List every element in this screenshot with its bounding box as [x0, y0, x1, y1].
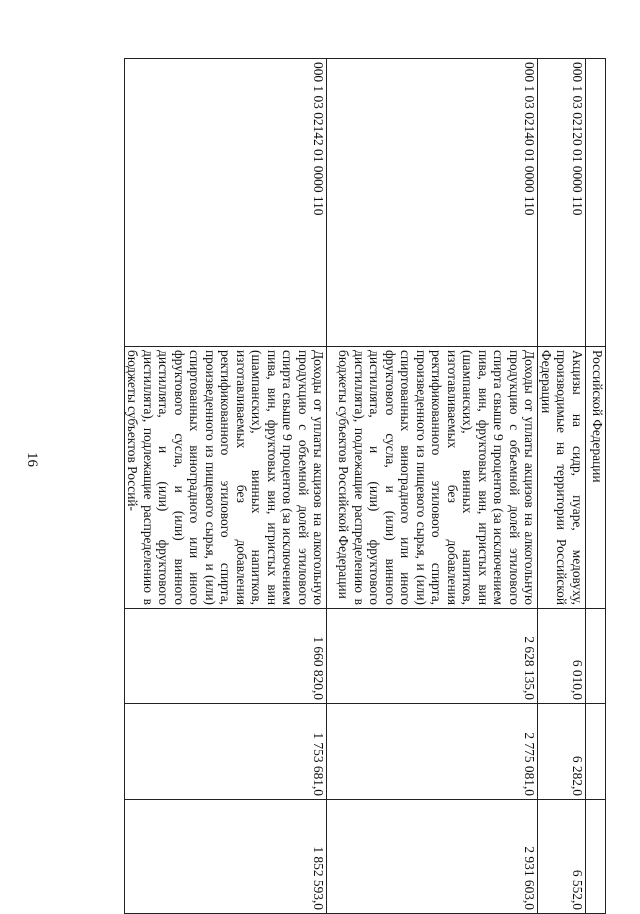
- kbk-code-cell: 000 1 03 02120 01 0000 110: [538, 59, 586, 347]
- amount-year2-cell: [586, 704, 606, 800]
- amount-year2-cell: 6 282,0: [538, 704, 586, 800]
- revenue-name-cell: Доходы от уплаты акцизов на алкогольную продукцию с объемной долей этилового спирта свыше 9 процентов (за исключением пива, вин, фруктовых вин, игристых вин (шампанских), винных напитков, изготавливаемых без добавления ректификованного этилового спирта, произведенного из пищевого сырья, и (или) спиртованных виноградного или иного фруктового сусла, и (или) винного дистиллята, и (или) фруктового дистиллята), подлежащие распределению в бюджеты субъектов Россий-: [125, 347, 328, 609]
- table-row: [586, 59, 606, 914]
- amount-year3-cell: [586, 800, 606, 914]
- amount-year1-cell: 6 010,0: [538, 609, 586, 704]
- budget-revenue-table: [124, 58, 606, 914]
- amount-year3-cell: 6 552,0: [538, 800, 586, 914]
- revenue-name-cell: Доходы от уплаты акцизов на алкогольную продукцию с объемной долей этилового спирта свыше 9 процентов (за исключением пива, вин, фруктовых вин, игристых вин (шампанских), винных напитков, изготавливаемых без добавления ректификованного этилового спирта, произведенного из пищевого сырья, и (или) спиртованных виноградного или иного фруктового сусла, и (или) винного дистиллята, и (или) фруктового дистиллята), подлежащие распределению в бюджеты субъектов Российской Федерации: [327, 347, 538, 609]
- kbk-code-cell: [586, 59, 606, 347]
- amount-year3-cell: 2 931 603,0: [327, 800, 538, 914]
- kbk-code-cell: 000 1 03 02142 01 0000 110: [125, 59, 328, 347]
- amount-year2-cell: 2 775 081,0: [327, 704, 538, 800]
- amount-year1-cell: [586, 609, 606, 704]
- budget-table-container: [125, 58, 606, 913]
- page-number: 16: [24, 452, 40, 467]
- table-row: [125, 59, 328, 914]
- amount-year1-cell: 1 660 820,0: [125, 609, 328, 704]
- table-row: [538, 59, 586, 914]
- amount-year1-cell: 2 628 135,0: [327, 609, 538, 704]
- kbk-code-cell: 000 1 03 02140 01 0000 110: [327, 59, 538, 347]
- revenue-name-cell: Акцизы на сидр, пуаре, медовуху, производимые на территории Российской Федерации: [538, 347, 586, 609]
- amount-year2-cell: 1 753 681,0: [125, 704, 328, 800]
- table-row: [327, 59, 538, 914]
- amount-year3-cell: 1 852 593,0: [125, 800, 328, 914]
- revenue-name-cell: Российской Федерации: [586, 347, 606, 609]
